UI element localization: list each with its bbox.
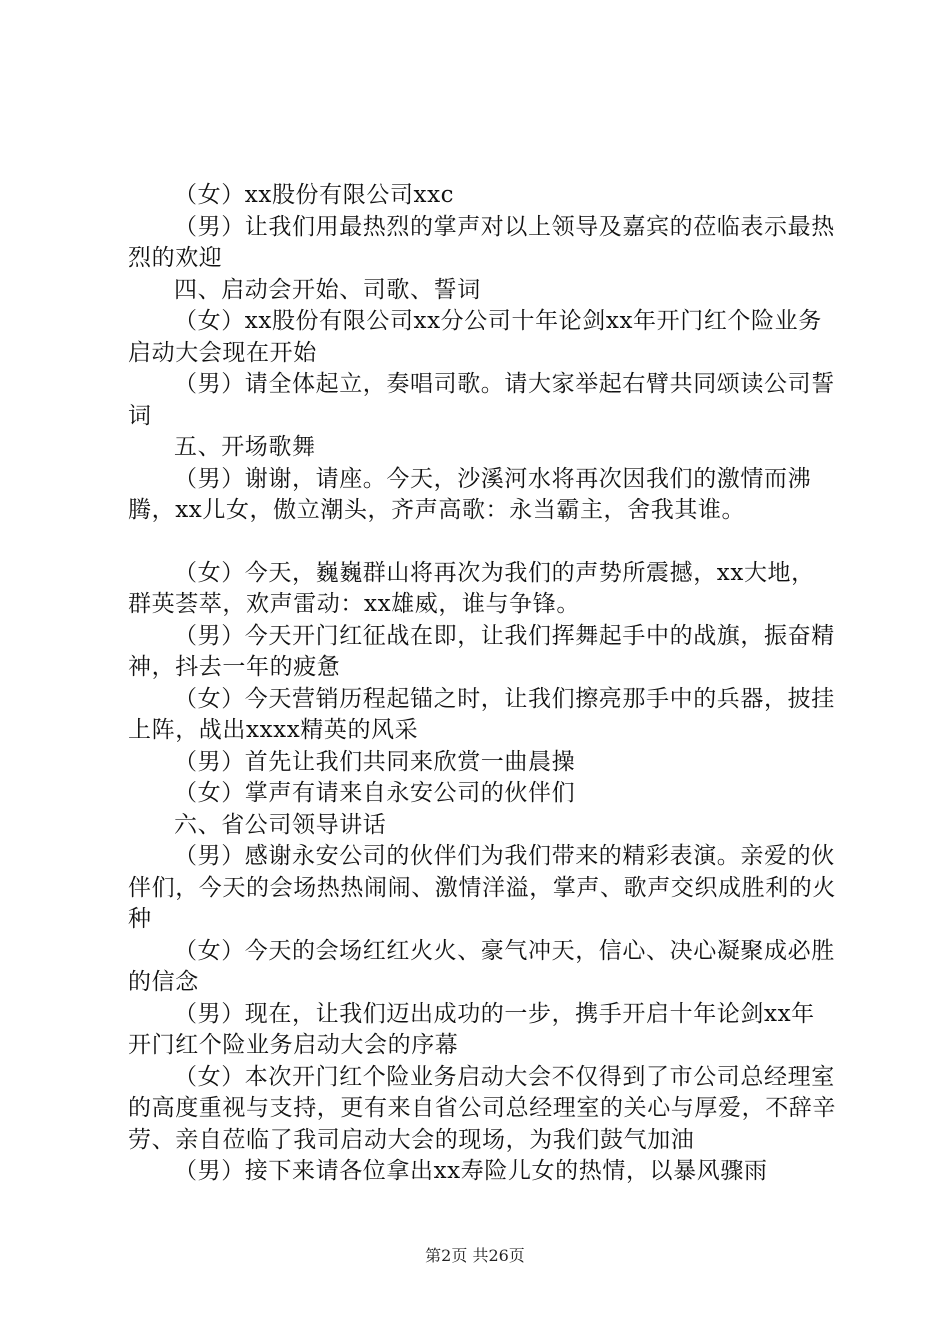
paragraph: （男）感谢永安公司的伙伴们为我们带来的精彩表演。亲爱的伙伴们，今天的会场热热闹闹、激情洋溢，掌声、歌声交织成胜利的火种 — [128, 843, 836, 932]
paragraph: （女）今天的会场红红火火、豪气冲天，信心、决心凝聚成必胜的信念 — [128, 937, 835, 995]
paragraph: （男）让我们用最热烈的掌声对以上领导及嘉宾的莅临表示最热烈的欢迎 — [128, 213, 835, 271]
paragraph: （男）首先让我们共同来欣赏一曲晨操 — [174, 748, 576, 775]
document-body — [128, 180, 838, 1188]
paragraph: （男）现在，让我们迈出成功的一步，携手开启十年论剑xx年开门红个险业务启动大会的序幕 — [128, 1000, 815, 1058]
section-heading: 五、开场歌舞 — [174, 434, 316, 460]
paragraph: （女）xx股份有限公司xx分公司十年论剑xx年开门红个险业务启动大会现在开始 — [128, 308, 822, 366]
paragraph: （男）今天开门红征战在即，让我们挥舞起手中的战旗，振奋精神，抖去一年的疲惫 — [128, 622, 835, 680]
paragraph: （男）请全体起立，奏唱司歌。请大家举起右臂共同颂读公司誓词 — [128, 371, 835, 429]
page-number-footer: 第2页 共26页 — [425, 1246, 525, 1265]
paragraph: （女）今天，巍巍群山将再次为我们的声势所震撼，xx大地，群英荟萃，欢声雷动：xx雄威，谁与争锋。 — [128, 559, 815, 617]
section-heading: 六、省公司领导讲话 — [174, 811, 387, 838]
paragraph: （男）接下来请各位拿出xx寿险儿女的热情，以暴风骤雨 — [174, 1158, 768, 1184]
paragraph: （男）谢谢，请座。今天，沙溪河水将再次因我们的激情而沸腾，xx儿女，傲立潮头，齐声高歌：永当霸主，舍我其谁。 — [128, 465, 812, 523]
paragraph: （女）掌声有请来自永安公司的伙伴们 — [174, 780, 576, 806]
paragraph: （女）xx股份有限公司xxc — [174, 182, 455, 208]
paragraph: （女）本次开门红个险业务启动大会不仅得到了市公司总经理室的高度重视与支持，更有来自省公司总经理室的关心与厚爱，不辞辛劳、亲自莅临了我司启动大会的现场，为我们鼓气加油 — [128, 1063, 836, 1153]
paragraph: （女）今天营销历程起锚之时，让我们擦亮那手中的兵器，披挂上阵，战出xxxx精英的风采 — [128, 685, 835, 743]
section-heading: 四、启动会开始、司歌、誓词 — [174, 276, 481, 303]
